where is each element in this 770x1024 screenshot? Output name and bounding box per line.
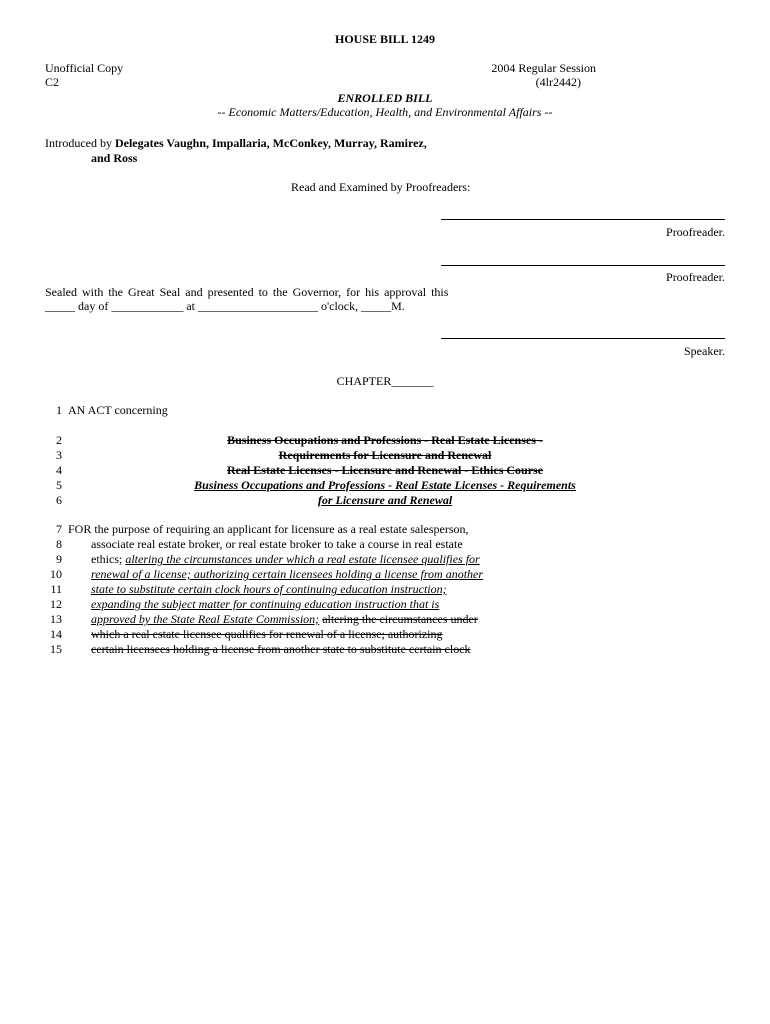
lr-number: (4lr2442) (535, 75, 581, 89)
bill-title: HOUSE BILL 1249 (334, 32, 436, 46)
line-number: 10 (50, 567, 62, 581)
purpose-line-15: certain licensees holding a license from another state to substitute certain clock (91, 642, 471, 656)
title-struck-1: Business Occupations and Professions - Real Estate Licenses - (227, 433, 543, 447)
line-number: 15 (50, 642, 62, 656)
line-number: 5 (56, 478, 62, 492)
sponsors-line-2: and Ross (91, 151, 138, 165)
proofreaders-heading: Read and Examined by Proofreaders: (291, 180, 471, 194)
line-number: 4 (56, 463, 62, 477)
line-number: 14 (50, 627, 62, 641)
speaker-label: Speaker. (684, 344, 725, 358)
chapter-line: CHAPTER_______ (336, 374, 434, 388)
signature-line-3 (441, 338, 725, 339)
line-number: 3 (56, 448, 62, 462)
purpose-line-7: FOR the purpose of requiring an applicant for licensure as a real estate salesperson, (68, 522, 469, 536)
signature-line-2 (441, 265, 725, 266)
line-number: 1 (56, 403, 62, 417)
proofreader-label-2: Proofreader. (666, 270, 725, 284)
sponsors-line-1: Delegates Vaughn, Impallaria, McConkey, Murray, Ramirez, (114, 136, 427, 150)
enrolled-bill-label: ENROLLED BILL (337, 91, 433, 105)
amendment-inserted-text: altering the circumstances under which a real estate licensee qualifies for (125, 552, 480, 566)
committee-line: -- Economic Matters/Education, Health, and Environmental Affairs -- (217, 105, 553, 119)
line-number: 11 (50, 582, 62, 596)
line-number: 6 (56, 493, 62, 507)
purpose-line-11: state to substitute certain clock hours of continuing education instruction; (91, 582, 447, 596)
introduced-by-prefix: Introduced by (45, 136, 112, 150)
purpose-line-10: renewal of a license; authorizing certain licensees holding a license from another (91, 567, 484, 581)
amendment-inserted-text: approved by the State Real Estate Commission; (91, 612, 320, 626)
ethics-text: ethics; (91, 552, 123, 566)
purpose-line-8: associate real estate broker, or real estate broker to take a course in real estate (91, 537, 463, 551)
line-number: 9 (56, 552, 62, 566)
line-number: 12 (50, 597, 62, 611)
struck-text: altering the circumstances under (322, 612, 478, 626)
title-struck-3: Real Estate Licenses - Licensure and Renewal - Ethics Course (226, 463, 544, 477)
subject-code: C2 (45, 75, 60, 89)
line-number: 8 (56, 537, 62, 551)
line-number: 13 (50, 612, 62, 626)
purpose-line-14: which a real estate licensee qualifies for renewal of a license; authorizing (91, 627, 443, 641)
sealed-line-1: Sealed with the Great Seal and presented to the Governor, for his approval this (45, 285, 449, 299)
session-label: 2004 Regular Session (491, 61, 596, 75)
line-number: 2 (56, 433, 62, 447)
unofficial-copy-label: Unofficial Copy (45, 61, 124, 75)
purpose-line-13 (91, 612, 478, 626)
title-new-1: Business Occupations and Professions - Real Estate Licenses - Requirements (194, 478, 576, 492)
proofreader-label-1: Proofreader. (666, 225, 725, 239)
purpose-line-12: expanding the subject matter for continuing education instruction that is (91, 597, 440, 611)
purpose-line-9 (91, 552, 480, 566)
sealed-line-2: _____ day of ____________ at ____________________ o'clock, _____M. (45, 299, 405, 313)
introduced-by-line (45, 136, 427, 150)
act-concerning: AN ACT concerning (68, 403, 168, 417)
line-number: 7 (56, 522, 62, 536)
title-struck-2: Requirements for Licensure and Renewal (278, 448, 492, 462)
title-new-2: for Licensure and Renewal (317, 493, 453, 507)
signature-line-1 (441, 219, 725, 220)
